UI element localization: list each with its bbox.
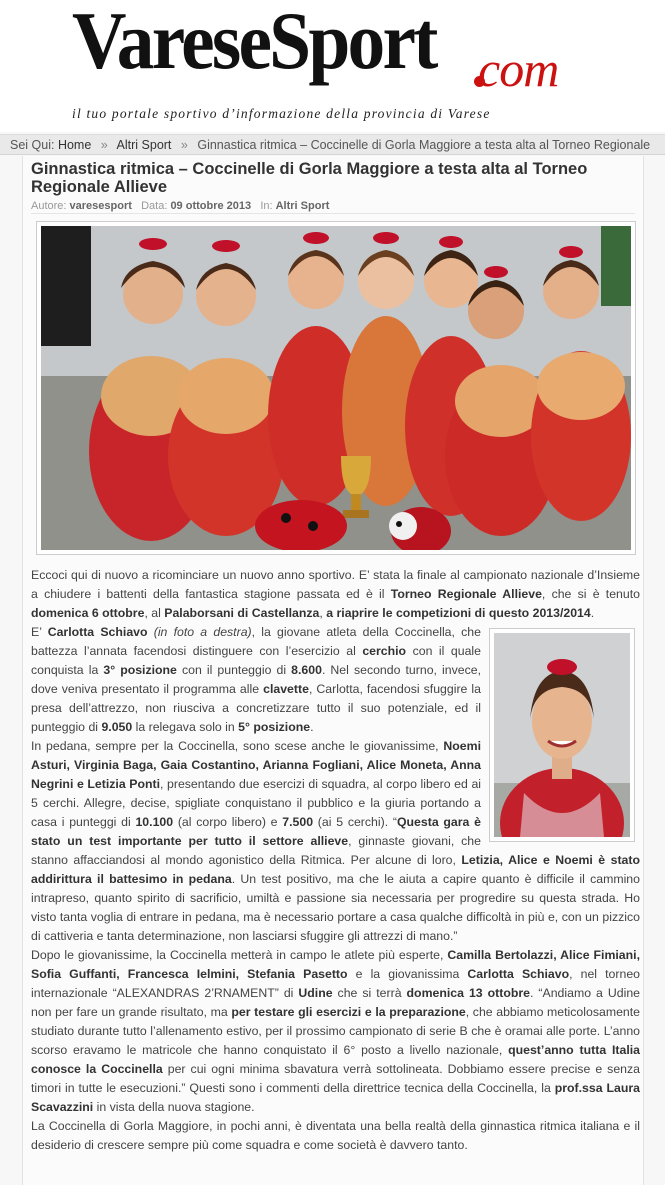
paragraph-text: La Coccinella di Gorla Maggiore, in pochi anni, è diventata una bella realtà della ginnastica ritmica italiana e il desiderio di crescere sempre più come squadra e come società è davvero tanto. — [31, 1119, 640, 1152]
date-label: Data: — [141, 200, 168, 212]
article-paragraph — [31, 946, 640, 1117]
breadcrumb-category-link[interactable]: Altri Sport — [116, 138, 172, 152]
paragraph-text: . Un test positivo, ma che le aiuta a capire quanto è difficile il cammino intrapreso, quanto spirito di sacrificio, umiltà e passione sia necessaria per progredire su questa strada. Ho visto tanta voglia di entrare in pedana, ma è necessario portare a casa qualche difficoltà in più e, con un pizzico di cattiveria e tanta determinazione, non lasciarsi sfuggire gli attrezzi di mano.” — [31, 872, 640, 943]
paragraph-text: Dopo le giovanissime, la Coccinella metterà in campo le atlete più esperte, — [31, 948, 448, 962]
paragraph-text: in vista della nuova stagione. — [93, 1100, 255, 1114]
breadcrumb-separator: » — [100, 138, 108, 152]
bold-text: Camilla Bertolazzi, Alice Fimiani, Sofia Guffanti, Francesca Ielmini, Stefania Pasetto — [31, 948, 640, 981]
paragraph-text: (al corpo libero) e — [173, 815, 283, 829]
article — [22, 156, 644, 1185]
bold-text: 10.100 — [135, 815, 174, 829]
bold-text: quest’anno tutta Italia conosce la Coccinella — [31, 1043, 640, 1076]
paragraph-text: In pedana, sempre per la Coccinella, sono scese anche le giovanissime, — [31, 739, 444, 753]
bold-text: domenica 6 ottobre — [31, 606, 145, 620]
paragraph-text: (ai 5 cerchi). “ — [313, 815, 397, 829]
category-label: In: — [260, 200, 273, 212]
bold-text: Carlotta Schiavo — [467, 967, 570, 981]
bold-text: per testare gli esercizi e la preparazione — [231, 1005, 466, 1019]
bold-text: Letizia, Alice e Noemi è stato addirittura il battesimo in pedana — [31, 853, 640, 886]
article-date: 09 ottobre 2013 — [170, 200, 252, 212]
team-photo-image — [41, 226, 631, 550]
bold-text: 7.500 — [282, 815, 314, 829]
bold-text: a riaprire le competizioni di questo 2013/2014 — [326, 606, 591, 620]
paragraph-text: con il quale conquista la — [31, 644, 481, 677]
bold-text: 3° posizione — [103, 663, 177, 677]
site-header — [0, 0, 665, 132]
article-meta — [31, 198, 635, 214]
paragraph-text: . — [310, 720, 314, 734]
paragraph-text: . Nel secondo turno, invece, dove veniva presentato il programma alle — [31, 663, 481, 696]
paragraph-text: . — [590, 606, 595, 620]
bold-text: cerchio — [362, 644, 407, 658]
site-logo-com[interactable]: com — [478, 41, 559, 97]
site-tagline: il tuo portale sportivo d’informazione della provincia di Varese — [72, 106, 491, 121]
article-paragraph — [31, 1117, 640, 1155]
bold-text: 8.600 — [291, 663, 322, 677]
photo-float-spacer — [491, 622, 643, 850]
paragraph-text: , ginnaste giovani, che stanno affacciandosi al mondo agonistico della Ritmica. Per alcune di loro, — [31, 834, 481, 867]
paragraph-text: E’ — [31, 625, 48, 639]
paragraph-text: , che abbiamo meticolosamente studiato durante tutto l’allenamento estivo, per il prossimo campionato di serie B che è oramai alle porte. L’anno scorso eravamo le matricole che hanno conquistato il 6° posto a livello nazionale, — [31, 1005, 640, 1057]
italic-text: (in foto a destra) — [147, 625, 252, 639]
paragraph-text: Eccoci qui di nuovo a ricominciare un nuovo anno sportivo. E’ stata la finale al campionato nazionale d’Insieme a chiudere i battenti della fantastica stagione passata ed è il — [31, 568, 640, 601]
paragraph-text: , — [319, 606, 327, 620]
paragraph-text: . “Andiamo a Udine non per fare un grande risultato, ma — [31, 986, 640, 1019]
paragraph-text: che si terrà — [332, 986, 407, 1000]
breadcrumb-current: Ginnastica ritmica – Coccinelle di Gorla Maggiore a testa alta al Torneo Regionale — [197, 138, 651, 152]
paragraph-text: per cui ogni minima sbavatura verrà sottolineata. Dobbiamo essere precise e senza timori in tutte le esecuzioni.” Questi sono i commenti della direttrice tecnica della Coccinella, la — [31, 1062, 640, 1095]
bold-text: 5° posizione — [238, 720, 311, 734]
breadcrumb — [0, 134, 665, 155]
category-link[interactable]: Altri Sport — [275, 200, 330, 212]
paragraph-text: , presentando due esercizi di squadra, al corpo libero ed ai 5 cerchi. Allegre, decise, spigliate conquistano il pubblico e la giuria portando a casa i punteggi di — [31, 777, 482, 829]
bold-text: Udine — [298, 986, 333, 1000]
bold-text: Carlotta Schiavo — [47, 625, 148, 639]
paragraph-text: , Carlotta, facendosi sfuggire la presa dell’attrezzo, non riusciva a concretizzare tutto il suo potenziale, ed il punteggio di — [31, 682, 481, 734]
breadcrumb-prefix: Sei Qui: — [10, 138, 55, 152]
article-paragraph — [31, 566, 640, 623]
paragraph-text: con il punteggio di — [176, 663, 292, 677]
team-photo — [36, 221, 636, 555]
paragraph-text: la relegava solo in — [132, 720, 239, 734]
bold-text: prof.ssa Laura Scavazzini — [31, 1081, 640, 1114]
breadcrumb-separator: » — [180, 138, 188, 152]
bold-text: Torneo Regionale Allieve — [390, 587, 542, 601]
site-logo[interactable]: VareseSport — [72, 0, 436, 86]
paragraph-text: , la giovane atleta della Coccinella, che battezza l’annata facendosi distinguere con l’esercizio al — [31, 625, 481, 658]
author-link[interactable]: varesesport — [69, 200, 132, 212]
bold-text: clavette — [263, 682, 309, 696]
paragraph-text: , che si è tenuto — [541, 587, 640, 601]
paragraph-text: , al — [144, 606, 165, 620]
article-body — [31, 566, 640, 1155]
breadcrumb-home-link[interactable]: Home — [57, 138, 92, 152]
paragraph-text: e la giovanissima — [347, 967, 468, 981]
bold-text: domenica 13 ottobre — [406, 986, 530, 1000]
paragraph-text: , nel torneo internazionale “ALEXANDRAS 2’RNAMENT” di — [31, 967, 641, 1000]
article-title[interactable]: Ginnastica ritmica – Coccinelle di Gorla Maggiore a testa alta al Torneo Regionale Allieve — [31, 160, 588, 196]
bold-text: Noemi Asturi, Virginia Baga, Gaia Costantino, Arianna Fogliani, Alice Moneta, Anna Negrini e Letizia Ponti — [31, 739, 481, 791]
gymnasts-illustration — [41, 226, 631, 550]
author-label: Autore: — [31, 200, 67, 212]
bold-text: 9.050 — [101, 720, 133, 734]
bold-text: Questa gara è stato un test importante per tutto il settore allieve — [31, 815, 481, 848]
bold-text: Palaborsani di Castellanza — [164, 606, 320, 620]
article-paragraph — [31, 623, 640, 737]
